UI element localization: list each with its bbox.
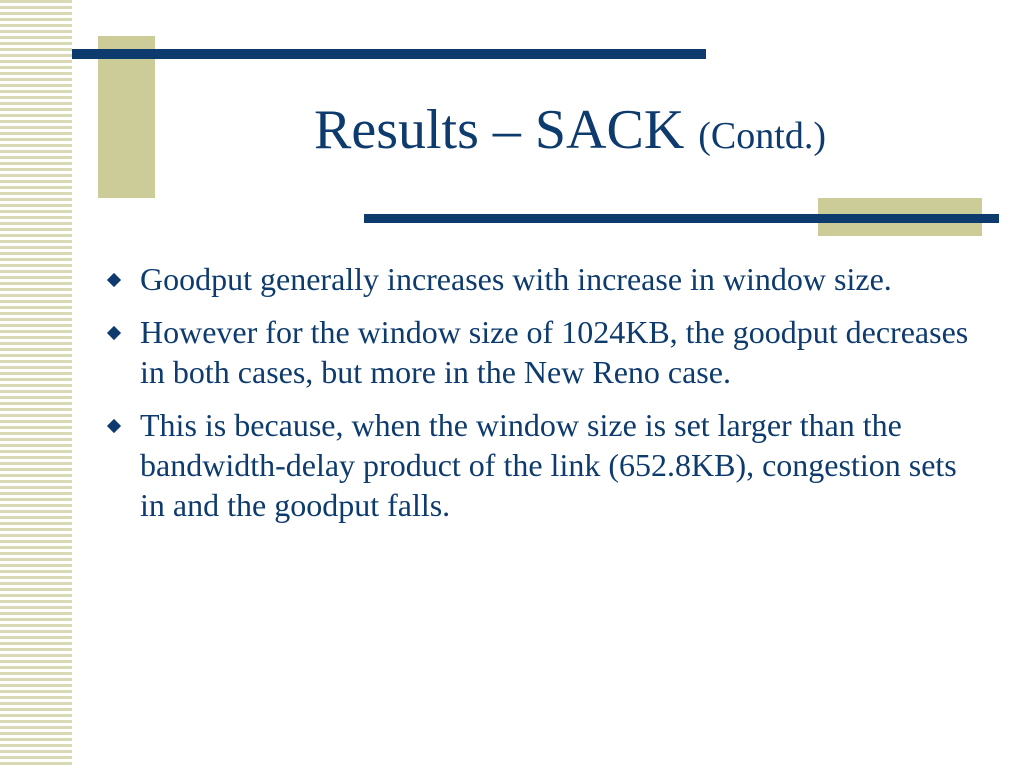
title-rule-top: [72, 49, 706, 59]
bullet-text: This is because, when the window size is set larger than the bandwidth-delay product of the link (652.8KB), congestion sets in and the goodput falls.: [140, 407, 957, 523]
diamond-bullet-icon: [107, 273, 121, 287]
decorative-stripe-bar: [0, 0, 72, 768]
bullet-text: Goodput generally increases with increase in window size.: [140, 261, 892, 297]
bullet-text: However for the window size of 1024KB, the goodput decreases in both cases, but more in the New Reno case.: [140, 314, 969, 390]
diamond-bullet-icon: [107, 326, 121, 340]
title-rule-bottom: [364, 214, 999, 223]
slide-title-subtitle: (Contd.): [698, 115, 826, 157]
diamond-bullet-icon: [107, 419, 121, 433]
bullet-item: [104, 405, 970, 525]
accent-block-left: [98, 36, 155, 198]
bullet-list: [104, 259, 984, 538]
bullet-item: [104, 259, 970, 299]
bullet-item: [104, 312, 970, 392]
slide-title: [200, 95, 940, 171]
slide-title-main: Results – SACK: [313, 99, 699, 161]
